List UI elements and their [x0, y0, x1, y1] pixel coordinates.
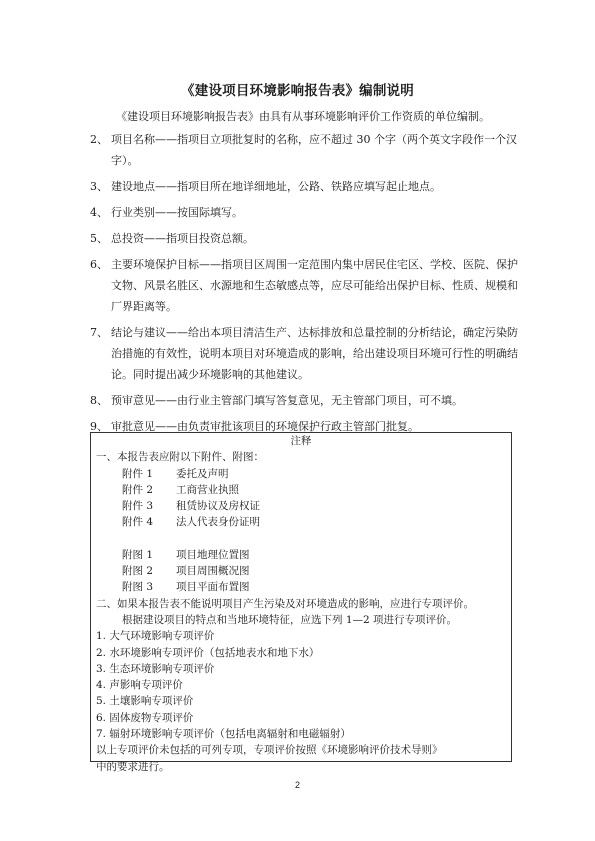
- special-item: 1. 大气环境影响专项评价: [96, 630, 215, 643]
- item-text: 主要环境保护目标——指项目区周围一定范围内集中居民住宅区、学校、医院、保护文物、风景名胜区、水源地和生态敏感点等，应尽可能给出保护目标、性质、规模和厂界距离等。: [111, 258, 518, 313]
- list-item: [90, 129, 520, 171]
- special-item: 7. 辐射环境影响专项评价（包括电离辐射和电磁辐射）: [96, 728, 351, 741]
- figure-label: 附图 2: [122, 565, 154, 578]
- attachment-label: 附件 2: [122, 483, 154, 496]
- list-item: [90, 176, 520, 197]
- instruction-list: [90, 129, 520, 442]
- attachment-text: 工商营业执照: [176, 483, 239, 496]
- attachment-label: 附件 1: [122, 467, 154, 480]
- item-text: 审批意见——由负责审批该项目的环境保护行政主管部门批复。: [111, 420, 419, 433]
- item-number: 4、: [90, 206, 108, 219]
- attachment-label: 附件 4: [122, 516, 154, 529]
- figure-label: 附图 3: [122, 581, 154, 594]
- item-text: 预审意见——由行业主管部门填写答复意见，无主管部门项目，可不填。: [111, 394, 463, 407]
- item-number: 6、: [90, 258, 108, 271]
- figure-item: [96, 579, 506, 595]
- special-item: 2. 水环境影响专项评价（包括地表水和地下水）: [96, 646, 320, 659]
- attachment-item: [96, 498, 506, 514]
- list-item: [90, 228, 520, 249]
- attachment-item: [96, 466, 506, 482]
- figure-text: 项目平面布置图: [176, 581, 250, 594]
- notes-title: 注释: [290, 435, 312, 447]
- special-item: 5. 土壤影响专项评价: [96, 695, 194, 708]
- figure-label: 附图 1: [122, 548, 154, 561]
- item-number: 8、: [90, 394, 108, 407]
- list-item: [90, 390, 520, 411]
- item-text: 项目名称——指项目立项批复时的名称，应不超过 30 个字（两个英文字段作一个汉字）。: [111, 133, 517, 167]
- attachment-text: 委托及声明: [176, 467, 229, 480]
- attachment-label: 附件 3: [122, 500, 154, 513]
- item-text: 总投资——指项目投资总额。: [111, 232, 254, 245]
- notes-closing-line-1: 以上专项评价未包括的可列专项，专项评价按照《环境影响评价技术导则》: [96, 744, 443, 757]
- item-number: 5、: [90, 232, 108, 245]
- figure-item: [96, 563, 506, 579]
- figure-text: 项目地理位置图: [176, 548, 250, 561]
- notes-section-1: 一、本报告表应附以下附件、附图：: [96, 451, 264, 464]
- figure-text: 项目周围概况图: [176, 565, 250, 578]
- spacer: [96, 531, 506, 547]
- special-item: 3. 生态环境影响专项评价: [96, 662, 215, 675]
- figure-item: [96, 547, 506, 563]
- item-number: 7、: [90, 326, 108, 339]
- item-text: 结论与建议——给出本项目清洁生产、达标排放和总量控制的分析结论，确定污染防治措施的有效性，说明本项目对环境造成的影响，给出建设项目环境可行性的明确结论。同时提出减少环境影响的其他建议。: [111, 326, 518, 381]
- list-item: [90, 254, 520, 317]
- item-text: 行业类别——按国际填写。: [111, 206, 243, 219]
- attachment-item: [96, 514, 506, 530]
- special-item: 6. 固体废物专项评价: [96, 711, 194, 724]
- attachment-item: [96, 482, 506, 498]
- intro-paragraph: 《建设项目环境影响报告表》由具有从事环境影响评价工作资质的单位编制。: [116, 110, 490, 123]
- notes-section-2-sub: 根据建设项目的特点和当地环境特征，应选下列 1—2 项进行专项评价。: [122, 613, 458, 626]
- page-number: 2: [294, 780, 300, 790]
- item-number: 9、: [90, 420, 108, 433]
- item-number: 2、: [90, 133, 108, 146]
- list-item: [90, 202, 520, 223]
- attachment-text: 法人代表身份证明: [176, 516, 260, 529]
- page-title: 《建设项目环境影响报告表》编制说明: [181, 83, 414, 99]
- item-text: 建设地点——指项目所在地详细地址，公路、铁路应填写起止地点。: [111, 180, 441, 193]
- notes-closing-line-2: 中的要求进行。: [96, 760, 170, 773]
- list-item: [90, 322, 520, 385]
- notes-section-2: 二、如果本报告表不能说明项目产生污染及对环境造成的影响，应进行专项评价。: [96, 597, 474, 610]
- special-item: 4. 声影响专项评价: [96, 679, 183, 692]
- item-number: 3、: [90, 180, 108, 193]
- notes-box: [90, 432, 512, 773]
- attachment-text: 租赁协议及房权证: [176, 500, 260, 513]
